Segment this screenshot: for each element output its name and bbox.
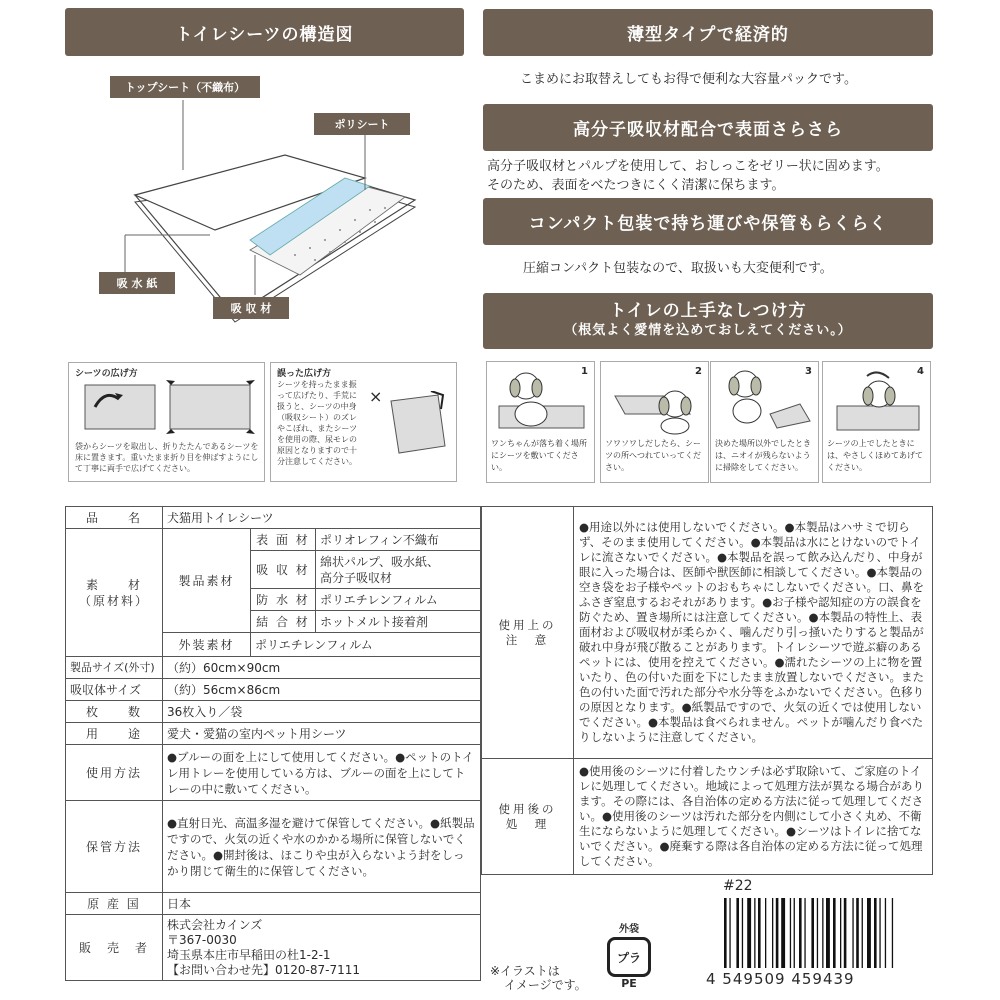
caution-label-line2: 注 意: [505, 632, 550, 647]
step-caption: 決めた場所以外でしたときは、ニオイが残らないように掃除をしてください。: [715, 439, 811, 472]
outer-material-label: 外装素材: [163, 633, 251, 657]
storage-value: ●直射日光、高温多湿を避けて保管してください。●紙製品ですので、火気の近くや水のかかる場所に保管しないでください。●開封後は、ほこりや虫が入らないよう封をしっかり閉じて衛生的に保管してください。: [163, 801, 481, 893]
row-key: 吸 収 材: [251, 551, 316, 589]
dog-tray-illustration: [605, 366, 705, 436]
row-value: [316, 551, 481, 589]
howto-spread-title: シーツの広げ方: [75, 369, 138, 379]
recycle-pla-label: プラ: [616, 950, 641, 965]
training-step-3: [710, 361, 819, 483]
step-number: 4: [917, 366, 924, 377]
table-row: [66, 507, 481, 529]
material-label: 素 材: [85, 577, 142, 592]
seller-line: 〒367-0030: [167, 932, 237, 947]
seller-line: 【お問い合わせ先】0120-87-7111: [167, 962, 361, 977]
count-value: 36枚入り／袋: [163, 701, 481, 723]
training-step-2: [600, 361, 709, 483]
seller-line: 埼玉県本庄市早稲田の杜1-2-1: [167, 947, 331, 962]
dog-cleaning-illustration: [715, 366, 815, 436]
step-number: 2: [695, 366, 702, 377]
recycle-outer-bag-label: 外袋: [619, 924, 639, 935]
wrong-illustration: [383, 391, 453, 461]
training-banner-title: トイレの上手なしつけ方: [609, 301, 807, 321]
x-mark-icon: ×: [369, 387, 383, 406]
disposal-text: ●使用後のシーツに付着したウンチは必ず取除いて、ご家庭のトイレに処理してください。地域によって処理方法が異なる場合があります。その際には、各自治体の定める方法に従って処理してください。●使用後のシーツは汚れた部分を内側にして小さく丸め、不衛生にならないように処理してください。●シーツはトイレに捨てないでください。●廃棄する際は各自治体の定める方法に従って処理してください。: [574, 759, 933, 875]
absorber-size-label: 吸収体サイズ: [66, 679, 163, 701]
row-key: 結 合 材: [251, 611, 316, 633]
thin-type-banner: 薄型タイプで経済的: [483, 9, 933, 56]
recycle-mark: [598, 920, 660, 996]
table-row: [66, 657, 481, 679]
callout-poly-sheet: ポリシート: [314, 113, 410, 135]
howto-wrong-box: [270, 362, 457, 482]
use-value: 愛犬・愛猫の室内ペット用シーツ: [163, 723, 481, 745]
howto-spread-box: [68, 362, 265, 482]
absorber-size-value: （約）56cm×86cm: [163, 679, 481, 701]
disposal-label-line1: 使用後の: [498, 801, 557, 816]
product-material-label: 製品素材: [163, 529, 251, 633]
caution-label-line1: 使用上の: [498, 617, 557, 632]
recycle-icon: [607, 937, 651, 977]
polymer-text-2: そのため、表面をべたつきにくく清潔に保ちます。: [487, 178, 785, 193]
illustration-note-line2: イメージです。: [504, 978, 587, 992]
disposal-label: [482, 759, 574, 875]
howto-wrong-caption: シーツを持ったまま振って広げたり、手荒に扱うと、シーツの中身（吸収シート）のズレやこぼれ、またシーツを使用の際、尿モレの原因となりますので十分注意してください。: [277, 380, 358, 466]
compact-text: 圧縮コンパクト包装なので、取扱いも大変便利です。: [523, 261, 833, 276]
step-caption: シーツの上でしたときには、やさしくほめてあげてください。: [827, 439, 923, 472]
row-value: ホットメルト接着剤: [316, 611, 481, 633]
step-number: 3: [805, 366, 812, 377]
table-row: [66, 701, 481, 723]
recycle-pe-label: PE: [621, 977, 637, 990]
illustration-note: [490, 964, 587, 992]
barcode: [722, 898, 932, 970]
method-label: 使用方法: [66, 745, 163, 801]
caution-text: ●用途以外には使用しないでください。●本製品はハサミで切らず、そのまま使用してください。●本製品は水にとけないのでトイレに流さないでください。●本製品を誤って飲み込んだり、中身が眼に入った場合は、医師や獣医師に相談してください。●本製品の空き袋をお子様やペットのおもちゃにしないでください。口、鼻をふさぎ窒息するおそれがあります。●お子様や認知症の方の誤食を防ぐため、置き場所には注意してください。●本製品の特性上、表面材および吸収材が柔らかく、噛んだり引っ掻いたりすると製品が破れ中身が飛び散ることがあります。トイレシーツで遊ぶ癖のあるペットには、使用を控えてください。●濡れたシーツの上に物を置いたり、色の付いた面を下にしたまま放置しないでください。また色の付いた面で汚れた部分や水分等をふかないでください。色移りの原因となります。●紙製品ですので、火気の近くでは使用しないでください。●本製品は食べられません。ペットが噛んだり食べたりしないように注意してください。: [574, 507, 933, 759]
caution-table: [481, 506, 933, 875]
barcode-digits: 4 549509 459439: [706, 970, 855, 988]
outer-material-value: ポリエチレンフィルム: [251, 633, 481, 657]
step-caption: ワンちゃんが落ち着く場所にシーツを敷いてください。: [491, 439, 587, 472]
size-label: 製品サイズ(外寸): [66, 657, 163, 679]
seller-line: 株式会社カインズ: [167, 917, 263, 932]
table-row: [482, 759, 933, 875]
step-number: 1: [581, 366, 588, 377]
dog-praise-illustration: [827, 366, 927, 436]
callout-absorb-paper: 吸 水 紙: [99, 272, 175, 294]
thin-type-text: こまめにお取替えしてもお得で便利な大容量パックです。: [520, 72, 857, 87]
row-key: 表 面 材: [251, 529, 316, 551]
training-banner-sub: （根気よく愛情を込めておしえてください。）: [564, 323, 852, 338]
origin-value: 日本: [163, 893, 481, 915]
seller-label: 販 売 者: [66, 915, 163, 981]
table-row: [66, 723, 481, 745]
spread-illustration: [75, 379, 259, 435]
caution-label: [482, 507, 574, 759]
compact-banner: コンパクト包装で持ち運びや保管もらくらく: [483, 198, 933, 245]
material-sub-label: （原材料）: [78, 593, 149, 608]
callout-top-sheet: トップシート（不織布）: [110, 76, 260, 98]
table-row: [66, 915, 481, 981]
table-row: [66, 529, 481, 551]
table-row: [66, 679, 481, 701]
material-label-cell: [66, 529, 163, 657]
name-label: 品 名: [66, 507, 163, 529]
table-row: [66, 801, 481, 893]
row-value-line1: 綿状パルプ、吸水紙、: [320, 554, 440, 569]
row-value-line2: 高分子吸収材: [320, 570, 393, 585]
table-row: [66, 893, 481, 915]
use-label: 用 途: [66, 723, 163, 745]
size-value: （約）60cm×90cm: [163, 657, 481, 679]
dog-on-sheet-illustration: [491, 366, 591, 436]
product-code: #22: [723, 878, 753, 894]
count-label: 枚 数: [66, 701, 163, 723]
origin-label: 原 産 国: [66, 893, 163, 915]
spec-table: [65, 506, 481, 981]
illustration-note-line1: ※イラストは: [490, 964, 560, 978]
row-value: ポリエチレンフィルム: [316, 589, 481, 611]
howto-spread-caption: 袋からシーツを取出し、折りたたんであるシーツを床に置きます。重いたまま折り目を伸ばすようにして丁寧に両手で広げてください。: [75, 442, 259, 473]
name-value: 犬猫用トイレシーツ: [163, 507, 481, 529]
training-banner: [483, 293, 933, 349]
table-row: [482, 507, 933, 759]
howto-wrong-title: 誤った広げ方: [277, 369, 332, 379]
disposal-label-line2: 処 理: [505, 816, 550, 831]
seller-value: [163, 915, 481, 981]
method-value: ●ブルーの面を上にして使用してください。●ペットのトイレ用トレーを使用している方は、ブルーの面を上にしてトレーの中に敷いてください。: [163, 745, 481, 801]
training-step-1: [486, 361, 595, 483]
callout-absorber: 吸 収 材: [213, 297, 289, 319]
row-value: ポリオレフィン不織布: [316, 529, 481, 551]
training-step-4: [822, 361, 931, 483]
row-key: 防 水 材: [251, 589, 316, 611]
table-row: [66, 745, 481, 801]
polymer-banner: 高分子吸収材配合で表面さらさら: [483, 104, 933, 151]
step-caption: ソワソワしだしたら、シーツの所へつれていってください。: [605, 439, 701, 472]
structure-banner: トイレシーツの構造図: [65, 8, 464, 56]
storage-label: 保管方法: [66, 801, 163, 893]
polymer-text-1: 高分子吸収材とパルプを使用して、おしっこをゼリー状に固めます。: [487, 159, 889, 174]
